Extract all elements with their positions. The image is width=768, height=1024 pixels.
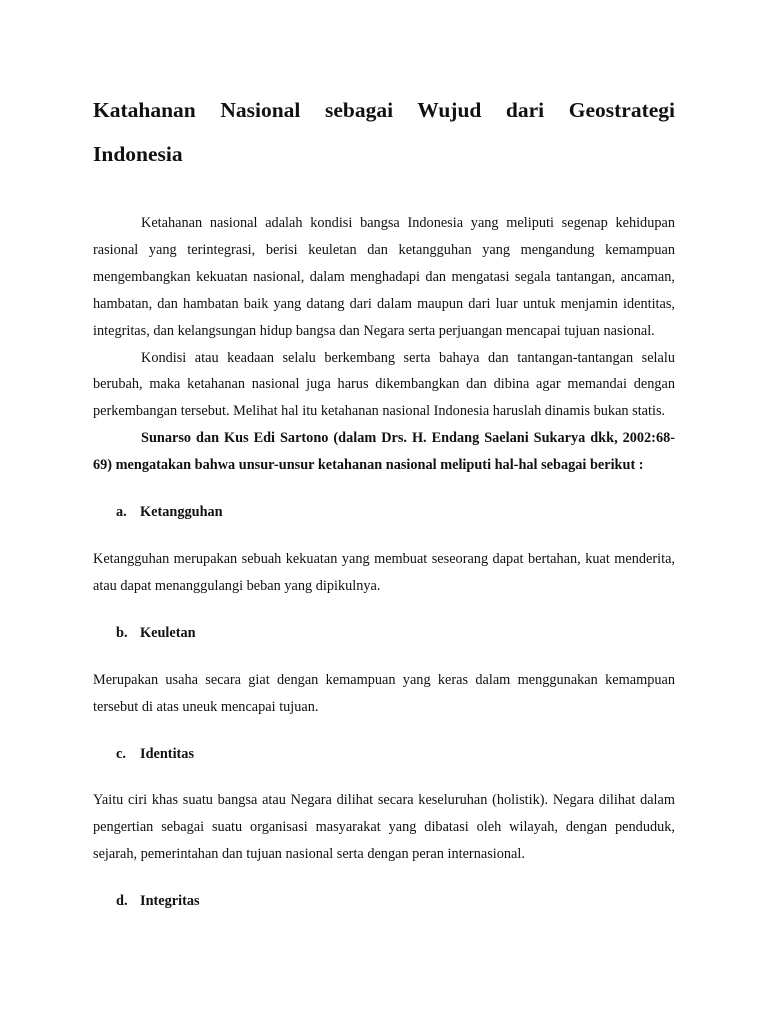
section-heading-d [93,888,675,915]
section-marker: d. [116,893,128,910]
section-marker: b. [116,624,128,641]
spacer [93,176,675,210]
spacer [93,767,675,787]
section-heading-a [93,499,675,526]
quote-paragraph: Sunarso dan Kus Edi Sartono (dalam Drs. H. Endang Saelani Sukarya dkk, 2002:68-69) mengatakan bahwa unsur-unsur ketahanan nasional meliputi hal-hal sebagai berikut : [93,430,675,474]
intro-paragraph-2: Kondisi atau keadaan selalu berkembang serta bahaya dan tantangan-tantangan selalu berubah, maka ketahanan nasional juga harus dikembangkan dan dibina agar memandai dengan perkembangan tersebut. Melihat hal itu ketahanan nasional Indonesia haruslah dinamis bukan statis. [93,349,675,420]
section-marker: a. [116,504,127,521]
spacer [93,721,675,741]
spacer [93,526,675,546]
section-heading-text: Identitas [140,745,195,762]
document-page [93,88,675,915]
spacer [93,647,675,667]
section-body-b: Merupakan usaha secara giat dengan kemampuan yang keras dalam menggunakan kemampuan tersebut di atas uneuk mencapai tujuan. [93,671,675,715]
section-heading-c [93,741,675,768]
spacer [93,600,675,620]
intro-paragraph-1: Ketahanan nasional adalah kondisi bangsa Indonesia yang meliputi segenap kehidupan rasional yang terintegrasi, berisi keuletan dan ketangguhan yang mengandung kemampuan mengembangkan kekuatan nasional, dalam menghadapi dan mengatasi segala tantangan, ancaman, hambatan, dan hambatan baik yang datang dari dalam maupun dari luar untuk menjamin identitas, integritas, dan kelangsungan hidup bangsa dan Negara serta perjuangan mencapai tujuan nasional. [93,215,675,339]
section-body-a: Ketangguhan merupakan sebuah kekuatan yang membuat seseorang dapat bertahan, kuat menderita, atau dapat menanggulangi beban yang dipikulnya. [93,550,675,594]
section-marker: c. [116,745,126,762]
section-heading-text: Ketangguhan [140,504,223,521]
spacer [93,479,675,499]
section-heading-b [93,620,675,647]
spacer [93,868,675,888]
section-heading-text: Keuletan [140,624,196,641]
document-title: Katahanan Nasional sebagai Wujud dari Geostrategi Indonesia [93,98,675,166]
section-body-c: Yaitu ciri khas suatu bangsa atau Negara dilihat secara keseluruhan (holistik). Negara dilihat dalam pengertian sebagai suatu organisasi masyarakat yang dibatasi oleh wilayah, dengan penduduk, sejarah, pemerintahan dan tujuan nasional serta dengan peran internasional. [93,792,675,863]
section-heading-text: Integritas [140,893,200,910]
